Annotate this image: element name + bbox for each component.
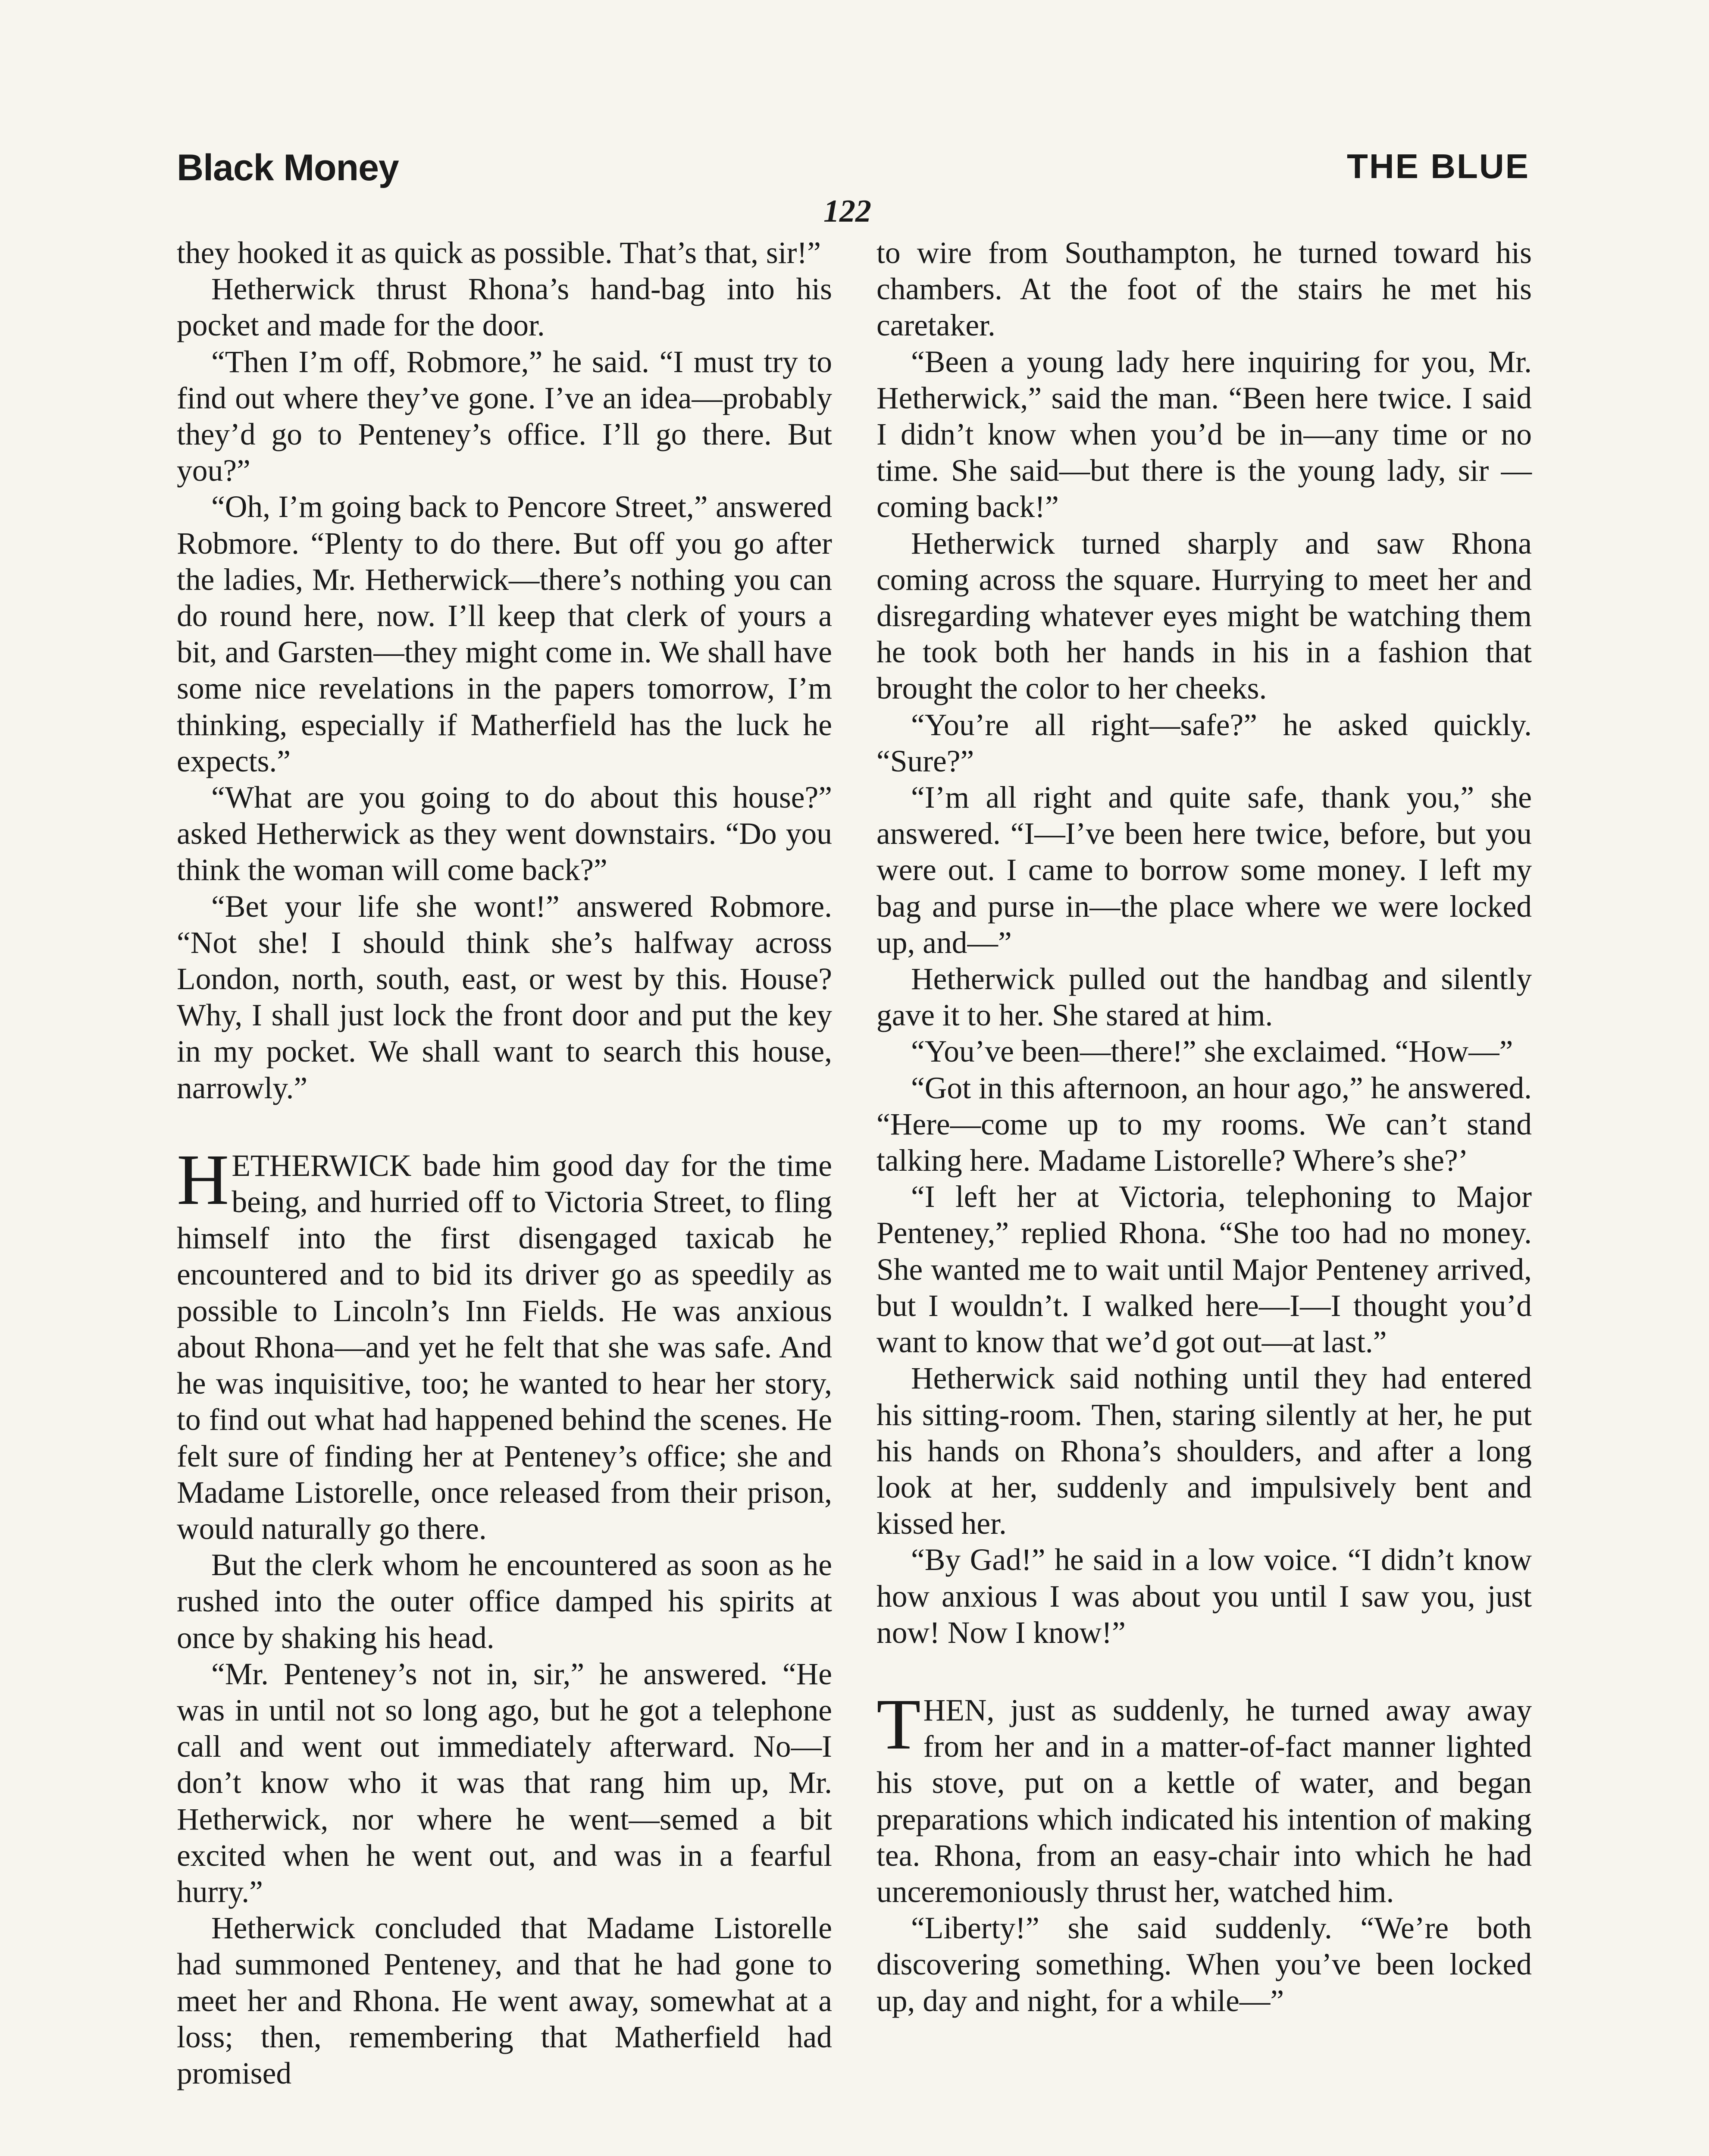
right-column [876,235,1532,2019]
paragraph: “Bet your life she wont!” answered Robmore. “Not she! I should think she’s halfway across London, north, south, east, or west by this. House? Why, I shall just lock the front door and put the key in my pocket. We shall want to search this house, narrowly.” [177,889,832,1105]
paragraph: they hooked it as quick as possible. That’s that, sir!” [177,236,821,270]
paragraph: “I’m all right and quite safe, thank you,” she answered. “I—I’ve been here twice, before, but you were out. I came to borrow some money. I left my bag and purse in—the place where we were locked up, and—” [876,780,1532,960]
paragraph: “Mr. Penteney’s not in, sir,” he answered. “He was in until not so long ago, but he got a telephone call and went out immediately afterward. No—I don’t know who it was that rang him up, Mr. Hetherwick, nor where he went—semed a bit excited when he went out, and was in a fearful hurry.” [177,1657,832,1909]
paragraph: “Oh, I’m going back to Pencore Street,” answered Robmore. “Plenty to do there. But off you go after the ladies, Mr. Hetherwick—there’s nothing you can do round here, now. I’ll keep that clerk of yours a bit, and Garsten—they might come in. We shall have some nice revelations in the papers tomorrow, I’m thinking, especially if Matherfield has the luck he expects.” [177,490,832,778]
paragraph: “Been a young lady here inquiring for you, Mr. Hetherwick,” said the man. “Been here twice. I said I didn’t know when you’d be in—any time or no time. She said—but there is the young lady, sir —coming back!” [876,345,1532,524]
paragraph: Hetherwick pulled out the handbag and silently gave it to her. She stared at him. [876,962,1532,1033]
drop-cap: T [876,1684,921,1764]
paragraph-text: ETHERWICK bade him good day for the time being, and hurried off to Victoria Street, to fling himself into the first disengaged taxicab he encountered and to bid its driver go as speedily as possible to Lincoln’s Inn Fields. He was anxious about Rhona—and yet he felt that she was safe. And he was inquisitive, too; he wanted to hear her story, to find out what had happened behind the scenes. He felt sure of finding her at Penteney’s office; she and Madame Listorelle, once released from their prison, would naturally go there. [177,1148,832,1546]
running-title: Black Money [177,147,399,188]
paragraph: “What are you going to do about this house?” asked Hetherwick as they went downstairs. “Do you think the woman will come back?” [177,780,832,887]
paragraph: Hetherwick concluded that Madame Listorelle had summoned Penteney, and that he had gone to meet her and Rhona. He went away, somewhat at a loss; then, remembering that Matherfield had promised [177,1911,832,2090]
paragraph: “Then I’m off, Robmore,” he said. “I must try to find out where they’ve gone. I’ve an idea—probably they’d go to Penteney’s office. I’ll go there. But you?” [177,345,832,488]
paragraph-text: HEN, just as suddenly, he turned away away from her and in a matter-of-fact manner lighted his stove, put on a kettle of water, and began preparations which indicated his intention of making tea. Rhona, from an easy-chair into which he had unceremoniously thrust her, watched him. [876,1693,1532,1909]
paragraph: “By Gad!” he said in a low voice. “I didn’t know how anxious I was about you until I saw you, just now! Now I know!” [876,1543,1532,1650]
paragraph: to wire from Southampton, he turned toward his chambers. At the foot of the stairs he met his caretaker. [876,236,1532,343]
magazine-title: THE BLUE [1347,147,1530,185]
page-number: 122 [823,194,871,229]
paragraph: “Got in this afternoon, an hour ago,” he answered. “Here—come up to my rooms. We can’t stand talking here. Madame Listorelle? Where’s she?’ [876,1071,1532,1178]
paragraph: “Liberty!” she said suddenly. “We’re both discovering something. When you’ve been locked up, day and night, for a while—” [876,1911,1532,2018]
paragraph: “You’ve been—there!” she exclaimed. “How—” [911,1034,1513,1069]
paragraph: “You’re all right—safe?” he asked quickly. “Sure?” [876,708,1532,778]
paragraph: Hetherwick turned sharply and saw Rhona coming across the square. Hurrying to meet her and disregarding whatever eyes might be watching them he took both her hands in his in a fashion that brought the color to her cheeks. [876,526,1532,706]
left-column [177,235,832,2092]
section-paragraph [876,1684,1532,1910]
section-paragraph [177,1139,832,1547]
paragraph: “I left her at Victoria, telephoning to Major Penteney,” replied Rhona. “She too had no money. She wanted me to wait until Major Penteney arrived, but I wouldn’t. I walked here—I—I thought you’d want to know that we’d got out—at last.” [876,1180,1532,1360]
drop-cap: H [177,1139,229,1220]
paragraph: Hetherwick said nothing until they had entered his sitting-room. Then, staring silently at her, he put his hands on Rhona’s shoulders, and after a long look at her, suddenly and impulsively bent and kissed her. [876,1361,1532,1541]
paragraph: Hetherwick thrust Rhona’s hand-bag into his pocket and made for the door. [177,272,832,343]
paragraph: But the clerk whom he encountered as soon as he rushed into the outer office damped his spirits at once by shaking his head. [177,1548,832,1655]
